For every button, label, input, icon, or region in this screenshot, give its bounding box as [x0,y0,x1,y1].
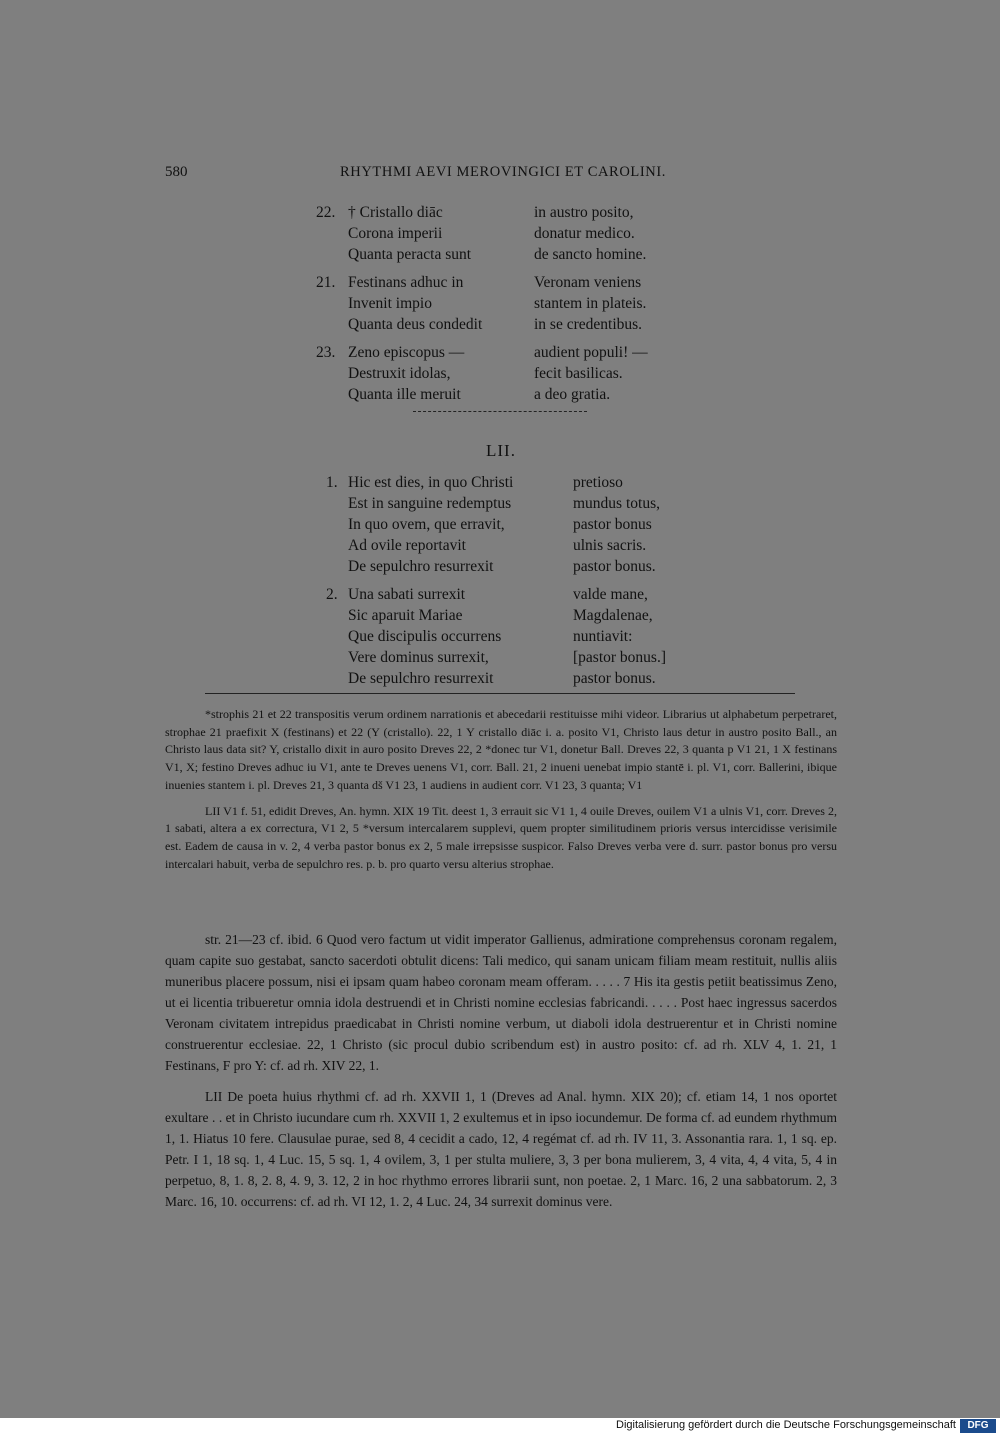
second-hemistich: fecit basilicas. [534,365,623,382]
apparatus-note: *strophis 21 et 22 transpositis verum ordinem narrationis et abecedarii restituisse mihi videor. Librarius ut alphabetum perpetraret, strophae 21 praefixit X (festinans) et 22 (Y (cristallo). 22, 1 Y cristallo diāc i. a. posito V1, Christo laus detur in austro posito Ball., an Christo laus data sit? Y, cristallo dixit in auro posito Dreves 22, 2 *donec tur V1, donetur Ball. Dreves 22, 3 quanta p V1 21, 1 X festinans V1, X; festino Dreves adhuc iu V1, ante te Dreves uenens V1, corr. Ball. 21, 2 inueni uenebat impio stantē i. pl. V1, corr. Ballerini, ibique inuenies stantem i. pl. Dreves 21, 3 quanta dš V1 23, 1 audiens in audient corr. V1 23, 3 quanta; V1 [165,707,837,792]
second-hemistich: nuntiavit: [573,628,633,645]
critical-apparatus [165,706,837,881]
commentary-paragraph: LII De poeta huius rhythmi cf. ad rh. XXVII 1, 1 (Dreves ad Anal. hymn. XIX 20); cf. etiam 14, 1 nos oportet exultare . . et in Christo iucundare cum rh. XXVII 1, 2 exultemus et in ipso iocundemur. De forma cf. ad eundem rhythmum 1, 1. Hiatus 10 fere. Clausulae purae, sed 8, 4 cecidit a cado, 12, 4 regémat cf. ad rh. IV 11, 3. Assonantia rara. 1, 1 sq. ep. Petr. I 1, 18 sq. 1, 4 Luc. 15, 5 sq. 1, 4 ovilem, 3, 1 per stulta muliere, 3, 3 per bona mulierem, 3, 4 vita, 4, 4 vita, 5, 4 in perpetuo, 8, 1. 8, 2. 8, 4. 9, 3. 12, 2 in hoc rhythmo errores librarii sunt, non poetae. 2, 1 Marc. 16, 2 una sabbatorum. 2, 3 Marc. 16, 10. occurrens: cf. ad rh. VI 12, 1. 2, 4 Luc. 24, 34 surrexit dominus vere. [165,1089,837,1209]
first-hemistich: Corona imperii [348,225,443,242]
verse-number: 1. [326,474,338,491]
first-hemistich: Festinans adhuc in [348,274,464,291]
first-hemistich: Ad ovile reportavit [348,537,466,554]
first-hemistich: † Cristallo diāc [348,204,443,221]
second-hemistich: donatur medico. [534,225,635,242]
second-hemistich: de sancto homine. [534,246,647,263]
first-hemistich: Hic est dies, in quo Christi [348,474,514,491]
second-hemistich: [pastor bonus.] [573,649,666,666]
first-hemistich: Quanta deus condedit [348,316,483,333]
second-hemistich: pastor bonus [573,516,652,533]
commentary-paragraph: str. 21—23 cf. ibid. 6 Quod vero factum ut vidit imperator Gallienus, admiratione comprehensus coronam regalem, quam capite suo gestabat, sancto sacerdoti obtulit dicens: Tali medico, qui sanam unicam filiam meam restituit, nullis aliis muneribus placere possum, nisi ei ipsam quam habeo coronam meam offeram. . . . . 7 His ita gestis petiit beatissimus Zeno, ut ei licentia tribueretur omnia idola destruendi et in Christi nomine ecclesias fabricandi. . . . . Post haec ingressus sacerdos Veronam civitatem intrepidus praedicabat in Christi nomine verbum, ut diaboli idola destruerentur et in Christi nomine construerentur ecclesiae. 22, 1 Christo (sic procul dubio scribendum est) in austro posito: cf. ad rh. XLV 4, 1. 21, 1 Festinans, F pro Y: cf. ad rh. XIV 22, 1. [165,932,837,1073]
first-hemistich: De sepulchro resurrexit [348,558,494,575]
first-hemistich: Sic aparuit Mariae [348,607,463,624]
page-number: 580 [165,164,188,180]
first-hemistich: Est in sanguine redemptus [348,495,512,512]
first-hemistich: Vere dominus surrexit, [348,649,489,666]
second-hemistich: audient populi! — [534,344,648,361]
first-hemistich: Una sabati surrexit [348,586,466,603]
running-title: RHYTHMI AEVI MEROVINGICI ET CAROLINI. [340,164,667,180]
second-hemistich: in austro posito, [534,204,634,221]
second-hemistich: pastor bonus. [573,558,656,575]
first-hemistich: Quanta ille meruit [348,386,461,403]
apparatus-note: LII V1 f. 51, edidit Dreves, An. hymn. XIX 19 Tit. deest 1, 3 errauit sic V1 1, 4 ouile Dreves, ouilem V1 a ulnis V1, corr. Dreves 2, 1 sabati, altera a ex correctura, V1 2, 5 *versum intercalarem supplevi, quem propter similitudinem prioris versus intercidisse verisimile est. Eadem de causa in v. 2, 4 verba pastor bonus ex 2, 5 male irrepsisse suspicor. Falso Dreves verba vere d. surr. pastor bonus pro versu intercalari habuit, verba de sepulchro res. p. b. pro quarto versu alterius strophae. [165,803,837,871]
first-hemistich: Invenit impio [348,295,432,312]
footer-bar [0,1418,1000,1434]
second-hemistich: in se credentibus. [534,316,643,333]
funding-note: Digitalisierung gefördert durch die Deutsche Forschungsgemeinschaft [616,1419,956,1431]
second-hemistich: mundus totus, [573,495,660,512]
second-hemistich: ulnis sacris. [573,537,647,554]
verse-number: 21. [316,274,336,291]
commentary [165,929,837,1222]
first-hemistich: Que discipulis occurrens [348,628,502,645]
page-header [165,164,669,186]
section-title: LII. [486,441,516,460]
first-hemistich: Destruxit idolas, [348,365,451,382]
verse-number: 2. [326,586,338,603]
second-hemistich: pretioso [573,474,623,491]
second-hemistich: pastor bonus. [573,670,656,687]
second-hemistich: stantem in plateis. [534,295,647,312]
first-hemistich: In quo ovem, que erravit, [348,516,505,533]
second-hemistich: Veronam veniens [534,274,642,291]
first-hemistich: Quanta peracta sunt [348,246,472,263]
second-hemistich: a deo gratia. [534,386,611,403]
second-hemistich: valde mane, [573,586,648,603]
footnote-rule [205,693,795,694]
first-hemistich: Zeno episcopus — [348,344,465,361]
second-hemistich: Magdalenae, [573,607,653,624]
dfg-logo: DFG [960,1419,996,1433]
ornamental-divider [413,411,587,412]
first-hemistich: De sepulchro resurrexit [348,670,494,687]
verse-number: 23. [316,344,336,361]
verse-number: 22. [316,204,336,221]
